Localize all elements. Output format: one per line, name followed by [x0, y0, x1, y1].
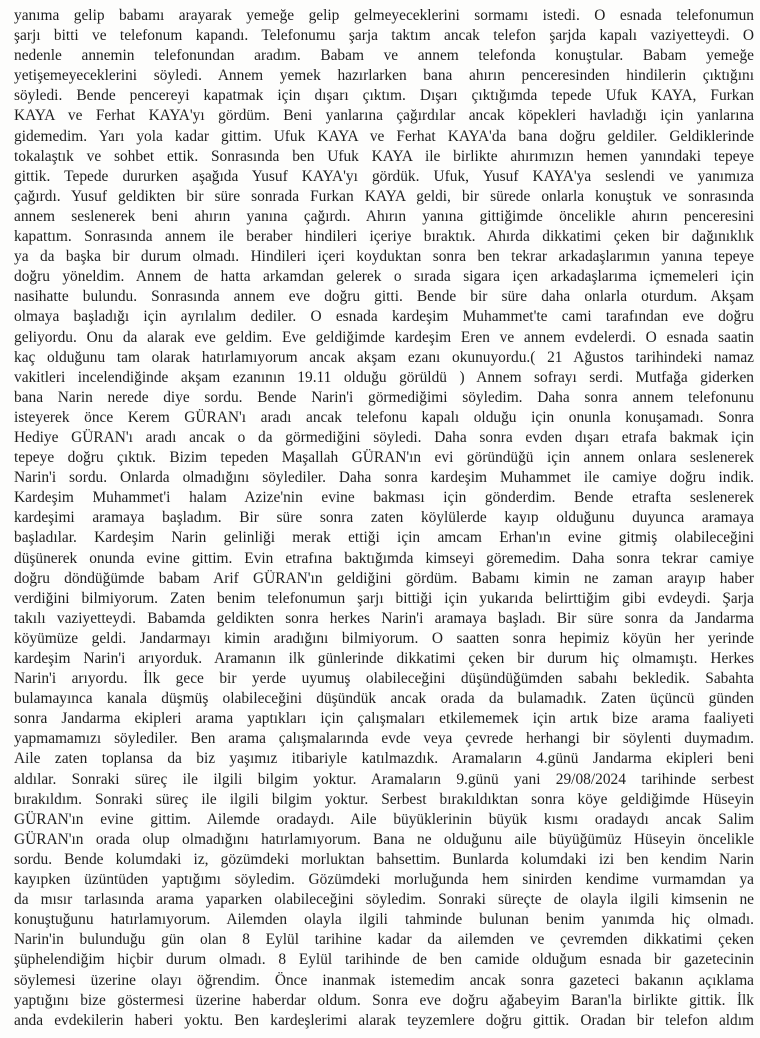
text-line: sordu. Bende kolumdaki iz, gözümdeki morluktan bahsettim. Bunlarda kolumdaki izi ben kendim Narin [14, 850, 754, 868]
text-line: doğru döndüğümde babam Arif GÜRAN'ın geldiğini gördüm. Babamı kimin ne zaman arayıp haber [14, 569, 754, 587]
text-line: başladılar. Kardeşim Narin gelinliği merak ettiği için amcam Erhan'ın evine gitmiş olabileceğini [14, 529, 754, 547]
text-line: annem seslenerek beni ahırın yanına çağırdı. Ahırın yanına gittiğimde öncelikle ahırın penceresini [14, 207, 754, 225]
text-line: isteyerek önce Kerem GÜRAN'ı aradı ancak telefonu kapalı olduğu için onunla konuşamadı. Sonra [14, 408, 754, 426]
text-line: verdiğini bilmiyorum. Zaten benim telefonumun şarjı bittiği için yukarıda belirttiğim gibi evdeydi. Şarja [14, 589, 754, 607]
text-line: Narin'i sordu. Onlarda olmadığını söylediler. Daha sonra kardeşim Muhammet ile camiye doğru indik. [14, 469, 754, 487]
text-line: Aile zaten toplansa da biz yaşımız itibariyle katılmazdık. Aramaların 4.günü Jandarma ekipleri beni [14, 750, 754, 768]
text-line: GÜRAN'ın orada olup olmadığını hatırlamıyorum. Bana ne olduğunu aile büyüğümüz Hüseyin öncelikle [14, 830, 754, 848]
text-line: yetişemeyeceklerini söyledi. Annem yemek hazırlarken bana ahırın penceresinden hindilerin çıktığını [14, 67, 754, 85]
text-line: da mısır tarlasında arama yaparken olabileceğini söyledim. Sonraki süreçte de olayla ilgili kimsenin ne [14, 891, 754, 909]
text-line: KAYA ve Ferhat KAYA'yı gördüm. Beni yanlarına çağırdılar ancak köpekleri havladığı için yanlarına [14, 107, 754, 125]
text-line: çağırdı. Yusuf geldikten bir süre sonrada Furkan KAYA geldi, bir sürede onlarla konuştuk ve sonrasında [14, 187, 754, 205]
text-line: söylemesi üzerine olayı öğrendim. Önce inanmak istemedim ancak sonra gazeteci bakanın açıklama [14, 971, 754, 989]
text-line: kapattım. Sonrasında annem ile beraber hindileri içeriye bıraktık. Ahırda dikkatimi çeken bir dağınıklık [14, 228, 754, 246]
text-line: kayıpken üzüntüden yaptığımı söyledim. Gözümdeki morluğunda hem sinirden kendime vurmamdan ya [14, 871, 754, 889]
text-line: takılı vaziyetteydi. Babamda geldikten sonra herkes Narin'i aramaya başladı. Bir süre sonra da Jandarma [14, 609, 754, 627]
text-line: GÜRAN'ın evine gittim. Ailemde oradaydı. Aile büyüklerinin büyük kısmı oradaydı ancak Salim [14, 810, 754, 828]
text-line: köyümüze geldi. Jandarmayı kimin aradığını bilmiyorum. O saatten sonra hepimiz köyün her yerinde [14, 629, 754, 647]
text-line: yapmamamızı söylediler. Ben arama çalışmalarında evde veya çevrede herhangi bir söylenti duymadım. [14, 730, 754, 748]
text-line: doğru yöneldim. Annem de hatta arkamdan gelerek o sırada sigara içen arkadaşlarıma içmemeleri için [14, 268, 754, 286]
text-line: ya da başka bir durum olmadı. Hindileri içeri koyduktan sonra ben tekrar arkadaşlarımın yanına tepeye [14, 248, 754, 266]
text-line: anda evdekilerin haberi yoktu. Ben kardeşlerimi alarak teyzemlere doğru gittik. Oradan bir telefon aldım [14, 1011, 754, 1029]
text-line: sonra Jandarma ekipleri arama yaptıkları için çalışmaları etkilememek için artık bize arama faaliyeti [14, 710, 754, 728]
text-line: nedenle annemin telefonundan aradım. Babam ve annem telefonda konuştular. Babam yemeğe [14, 47, 754, 65]
text-line: kardeşimi aramaya başladım. Bir süre sonra zaten köylülerde kayıp olduğunu duyunca aramaya [14, 509, 754, 527]
text-line: olmaya başladığı için ayrılalım dediler. O esnada kardeşim Muhammet'te cami tarafından eve doğru [14, 308, 754, 326]
text-line: söyledi. Bende pencereyi kapatmak için dışarı çıktım. Dışarı çıktığımda tepede Ufuk KAYA, Furkan [14, 87, 754, 105]
text-line: konuştuğunu hatırlamıyorum. Ailemden olayla ilgili tahminde bulunan benim yanımda hiç olmadı. [14, 911, 754, 929]
text-line: bulamayınca kanala düşmüş olabileceğini düşündük ancak orada da bulamadık. Zaten üçüncü günden [14, 690, 754, 708]
text-line [14, 1031, 754, 1038]
document-body [14, 6, 754, 1038]
text-line: nasihatte bulundu. Sonrasında annem eve doğru gitti. Bende bir süre daha onlarla oturdum. Akşam [14, 288, 754, 306]
text-line: Narin'i arıyordu. İlk gece bir yerde uyumuş olabileceğini düşündüğümden sabahı bekledik. Sabahta [14, 670, 754, 688]
text-line: tepeye doğru çıktık. Bizim tepeden Maşallah GÜRAN'ın evi göründüğü için annem onlara seslenerek [14, 449, 754, 467]
text-line: bırakıldım. Sonraki süreç ile ilgili bilgim yoktur. Serbest bırakıldıktan sonra köye geldiğimde Hüseyin [14, 790, 754, 808]
text-line: Kardeşim Muhammet'i halam Azize'nin evine bakması için gönderdim. Bende etrafta seslenerek [14, 489, 754, 507]
text-line: geliyordu. Onu da alarak eve geldim. Eve geldiğimde kardeşim Eren ve annem evdelerdi. O esnada saatin [14, 328, 754, 346]
text-line: şüphelendiğim hiçbir durum olmadı. 8 Eylül tarihinde de ben camide olduğum esnada bir gazetecinin [14, 951, 754, 969]
text-line: tokalaştık ve sohbet ettik. Sonrasında ben Ufuk KAYA ile birlikte ahırımızın hemen yanındaki tepeye [14, 147, 754, 165]
text-line: gittik. Tepede dururken aşağıda Yusuf KAYA'yı gördük. Ufuk, Yusuf KAYA'ya seslendi ve yanımıza [14, 167, 754, 185]
text-line: yanıma gelip babamı arayarak yemeğe gelip gelmeyeceklerini sormamı istedi. O esnada telefonumun [14, 7, 754, 24]
text-line: aldılar. Sonraki süreç ile ilgili bilgim yoktur. Aramaların 9.günü yani 29/08/2024 tarihinde serbest [14, 770, 754, 788]
text-line: vakitleri incelendiğinde akşam ezanının 19.11 olduğu görüldü ) Annem sofrayı serdi. Mutfağa giderken [14, 368, 754, 386]
text-line: gidemedim. Yarı yola kadar gittim. Ufuk KAYA ve Ferhat KAYA'da bana doğru geldiler. Geldiklerinde [14, 127, 754, 145]
text-line: kaç olduğunu tam olarak hatırlamıyorum ancak akşam ezanı okunuyordu.( 21 Ağustos tarihindeki namaz [14, 348, 754, 366]
text-line: düşünerek onunda evine gittim. Evin etrafına baktığımda kimseyi göremedim. Daha sonra tekrar camiye [14, 549, 754, 567]
text-line: Hediye GÜRAN'ı aradı ancak o da görmediğini söyledi. Daha sonra evden dışarı etrafa bakmak için [14, 428, 754, 446]
text-line: Narin'in bulunduğu gün olan 8 Eylül tarihine kadar da ailemden ve çevremden dikkatimi çeken [14, 931, 754, 949]
text-line: şarjı bitti ve telefonum kapandı. Telefonumu şarja taktım ancak telefon şarjda kapalı vaziyetteydi. O [14, 27, 754, 45]
text-line: yaptığını bize göstermesi üzerine haberdar oldum. Sonra eve doğru ağabeyim Baran'la birlikte gittik. İlk [14, 991, 754, 1009]
text-line: kardeşim Narin'i arıyorduk. Aramanın ilk günlerinde dikkatimi çeken bir durum hiç olmamıştı. Herkes [14, 650, 754, 667]
text-line: bana Narin nerede diye sordu. Bende Narin'i görmediğimi söyledim. Daha sonra annem telefonunu [14, 388, 754, 406]
